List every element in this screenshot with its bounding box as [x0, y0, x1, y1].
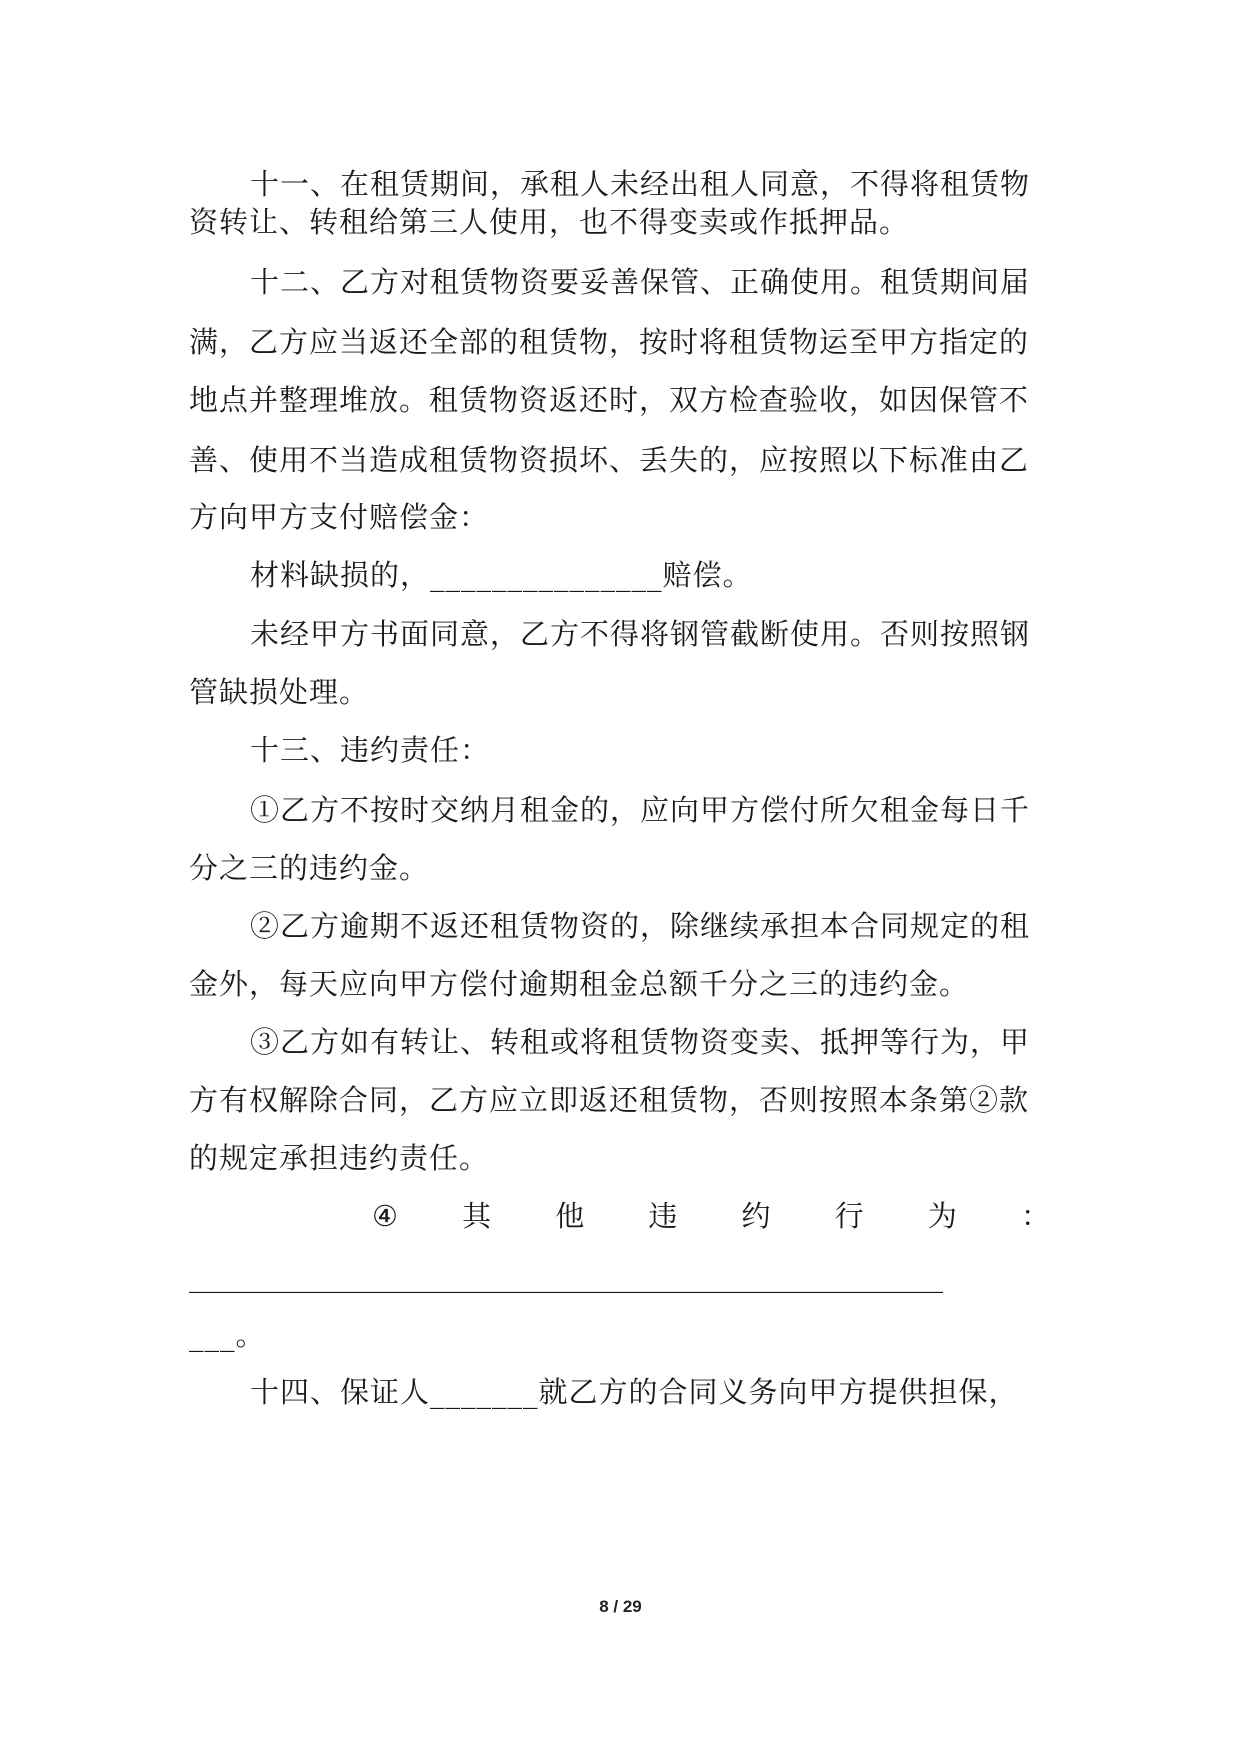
clause4-char: 行: [834, 1199, 865, 1233]
paragraph-line: 资转让、转租给第三人使用，也不得变卖或作抵押品。: [189, 205, 910, 239]
paragraph-line: ③乙方如有转让、转租或将租赁物资变卖、抵押等行为，甲: [250, 1025, 1031, 1059]
paragraph-line: 方向甲方支付赔偿金：: [189, 500, 490, 534]
paragraph-line: 分之三的违约金。: [189, 851, 430, 885]
paragraph-line: 的规定承担违约责任。: [189, 1141, 490, 1175]
paragraph-line: 管缺损处理。: [189, 675, 370, 709]
fill-in-blank-end: ___。: [189, 1318, 266, 1352]
clause4-char: ：: [1020, 1199, 1051, 1233]
paragraph-line: ①乙方不按时交纳月租金的，应向甲方偿付所欠租金每日千: [250, 793, 1031, 827]
paragraph-line: 十四、保证人_______就乙方的合同义务向甲方提供担保，: [250, 1375, 1019, 1409]
paragraph-line: 满，乙方应当返还全部的租赁物，按时将租赁物运至甲方指定的: [189, 325, 1030, 359]
clause4-char: 约: [741, 1199, 772, 1233]
paragraph-line: ②乙方逾期不返还租赁物资的，除继续承担本合同规定的租: [250, 909, 1031, 943]
clause4-char: 其: [462, 1199, 493, 1233]
clause4-char: 违: [648, 1199, 679, 1233]
paragraph-line: 方有权解除合同，乙方应立即返还租赁物，否则按照本条第②款: [189, 1083, 1030, 1117]
paragraph-line: 善、使用不当造成租赁物资损坏、丢失的，应按照以下标准由乙: [189, 443, 1030, 477]
section-heading: 十三、违约责任：: [250, 733, 491, 767]
clause4-heading: [372, 1196, 1051, 1236]
paragraph-line: 地点并整理堆放。租赁物资返还时，双方检查验收，如因保管不: [189, 383, 1030, 417]
page-number: 8 / 29: [599, 1597, 642, 1616]
paragraph-line: 材料缺损的，_______________赔偿。: [250, 558, 753, 592]
clause4-char: ④: [372, 1199, 399, 1233]
fill-in-blank-line: ____________________________________________________: [189, 1259, 943, 1293]
clause4-char: 为: [927, 1199, 958, 1233]
clause4-char: 他: [555, 1199, 586, 1233]
paragraph-line: 十一、在租赁期间，承租人未经出租人同意，不得将租赁物: [250, 167, 1031, 201]
paragraph-line: 金外，每天应向甲方偿付逾期租金总额千分之三的违约金。: [189, 967, 970, 1001]
paragraph-line: 十二、乙方对租赁物资要妥善保管、正确使用。租赁期间届: [250, 265, 1031, 299]
paragraph-line: 未经甲方书面同意，乙方不得将钢管截断使用。否则按照钢: [250, 617, 1031, 651]
